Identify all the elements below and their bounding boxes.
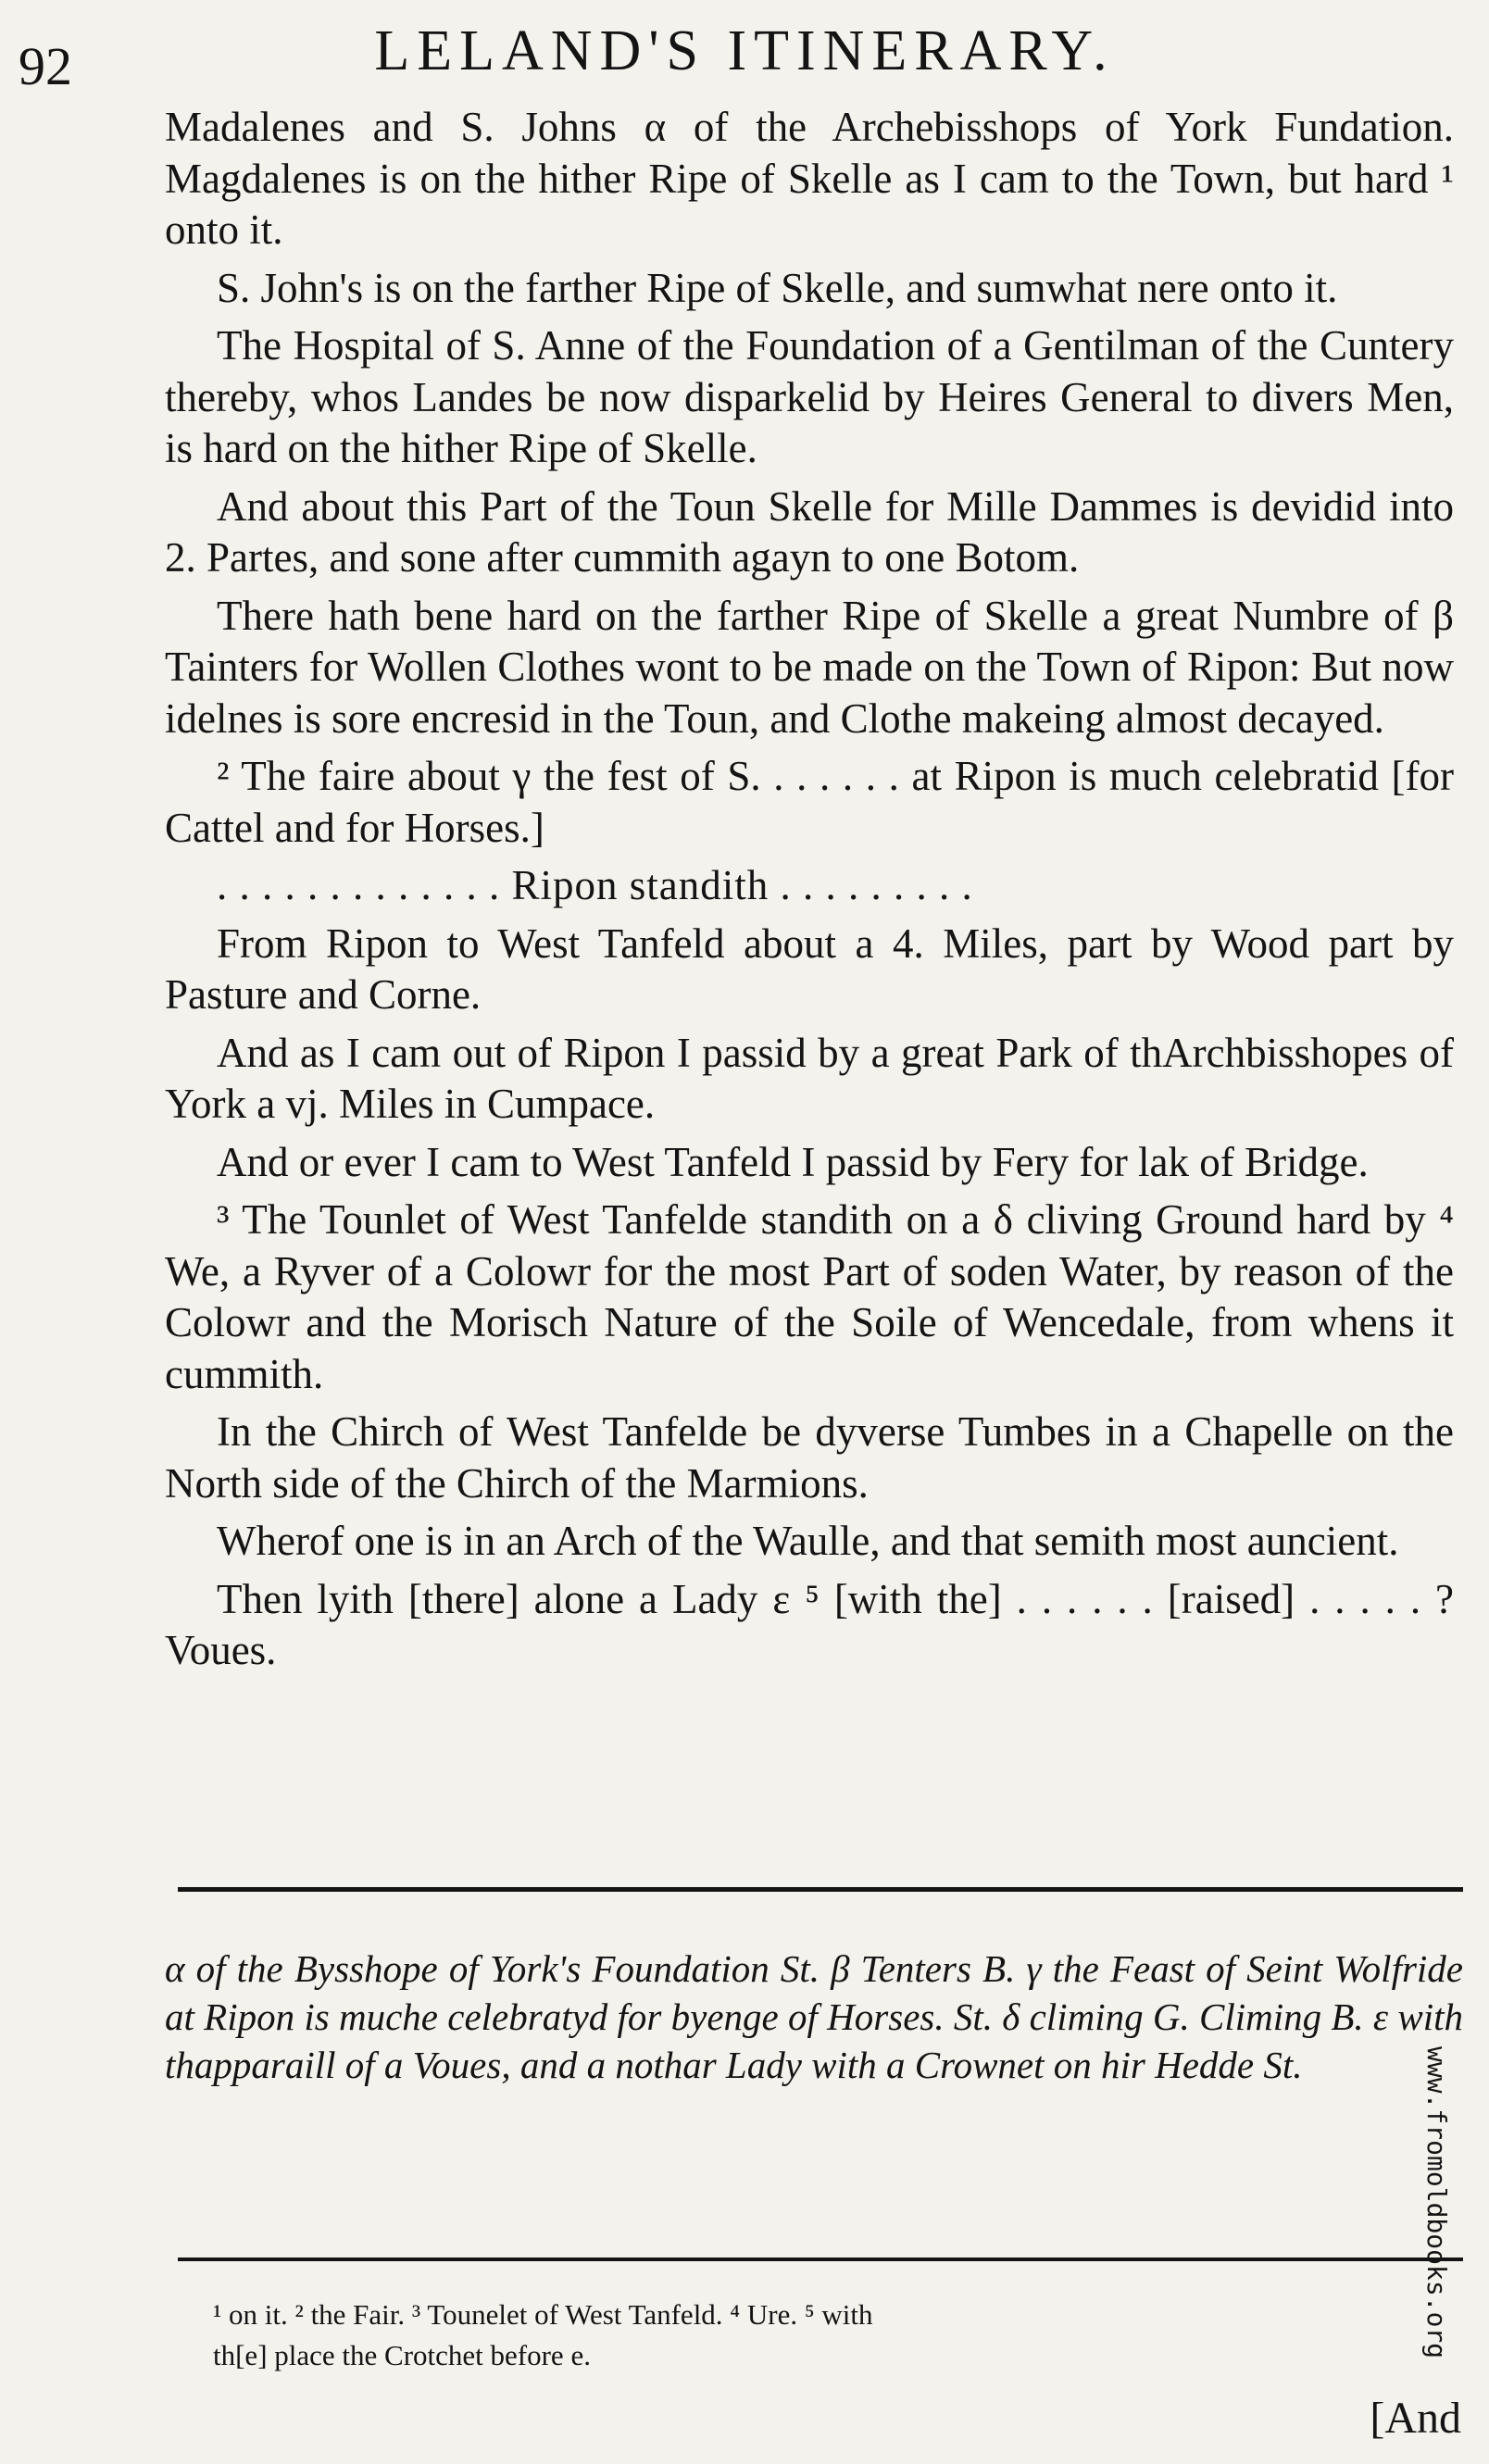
footnote-line: th[e] place the Crotchet before e. (213, 2339, 591, 2371)
paragraph: And or ever I cam to West Tanfeld I passid by Fery for lak of Bridge. (217, 1138, 1369, 1185)
paragraph: ² The faire about γ the fest of S. . . . . . . at Ripon is much celebratid [for Cattel and for Horses.] (165, 753, 1454, 851)
footnote-line: ¹ on it. ² the Fair. ³ Tounelet of West Tanfeld. ⁴ Ure. ⁵ with (213, 2298, 873, 2331)
paragraph: The Hospital of S. Anne of the Foundation of a Gentilman of the Cuntery thereby, whos Landes be now disparkelid by Heires General to divers Men, is hard on the hither Ripe of Skelle. (165, 322, 1454, 471)
paragraph: From Ripon to West Tanfeld about a 4. Miles, part by Wood part by Pasture and Corne. (165, 919, 1454, 1018)
divider-rule (178, 1887, 1463, 1892)
footnotes (213, 2295, 1463, 2376)
main-text (165, 102, 1454, 1683)
paragraph: ³ The Tounlet of West Tanfelde standith on a δ cliving Ground hard by ⁴ We, a Ryver of a Colowr for the most Part of soden Water, by reason of the Colowr and the Morisch Nature of the Soile of Wencedale, from whens it cummith. (165, 1196, 1454, 1397)
paragraph: There hath bene hard on the farther Ripe of Skelle a great Numbre of β Tainters for Wollen Clothes wont to be made on the Town of Ripon: But now idelnes is sore encresid in the Toun, and Clothe makeing almost decayed. (165, 592, 1454, 742)
running-head: LELAND'S ITINERARY. (374, 19, 1115, 82)
watermark: www.fromoldbooks.org (1421, 2046, 1452, 2359)
divider-rule (178, 2258, 1463, 2261)
paragraph: And about this Part of the Toun Skelle for Mille Dammes is devidid into 2. Partes, and sone after cummith agayn to one Botom. (165, 482, 1454, 581)
paragraph: In the Chirch of West Tanfelde be dyverse Tumbes in a Chapelle on the North side of the Chirch of the Marmions. (165, 1408, 1454, 1507)
paragraph: And as I cam out of Ripon I passid by a great Park of thArchbisshopes of York a vj. Miles in Cumpace. (165, 1029, 1454, 1127)
variant-readings (165, 1945, 1463, 2089)
variant-text: α of the Bysshope of York's Foundation St. β Tenters B. γ the Feast of Seint Wolfride at Ripon is muche celebratyd for byenge of Horses. St. δ climing G. Climing B. ε with thapparaill of a Voues, and a nothar Lady with a Crownet on hir Hedde St. (165, 1947, 1463, 2086)
catchword: [And (1370, 2394, 1461, 2443)
paragraph: Wherof one is in an Arch of the Waulle, and that semith most auncient. (217, 1518, 1399, 1564)
paragraph: S. John's is on the farther Ripe of Skelle, and sumwhat nere onto it. (217, 264, 1338, 311)
paragraph: Madalenes and S. Johns α of the Archebisshops of York Fundation. Magdalenes is on the hither Ripe of Skelle as I cam to the Town, but hard ¹ onto it. (165, 104, 1454, 253)
paragraph: . . . . . . . . . . . . . Ripon standith . . . . . . . . . (217, 862, 973, 908)
page-number: 92 (19, 36, 72, 96)
paragraph: Then lyith [there] alone a Lady ε ⁵ [with the] . . . . . . [raised] . . . . . ? Voues. (165, 1575, 1454, 1673)
